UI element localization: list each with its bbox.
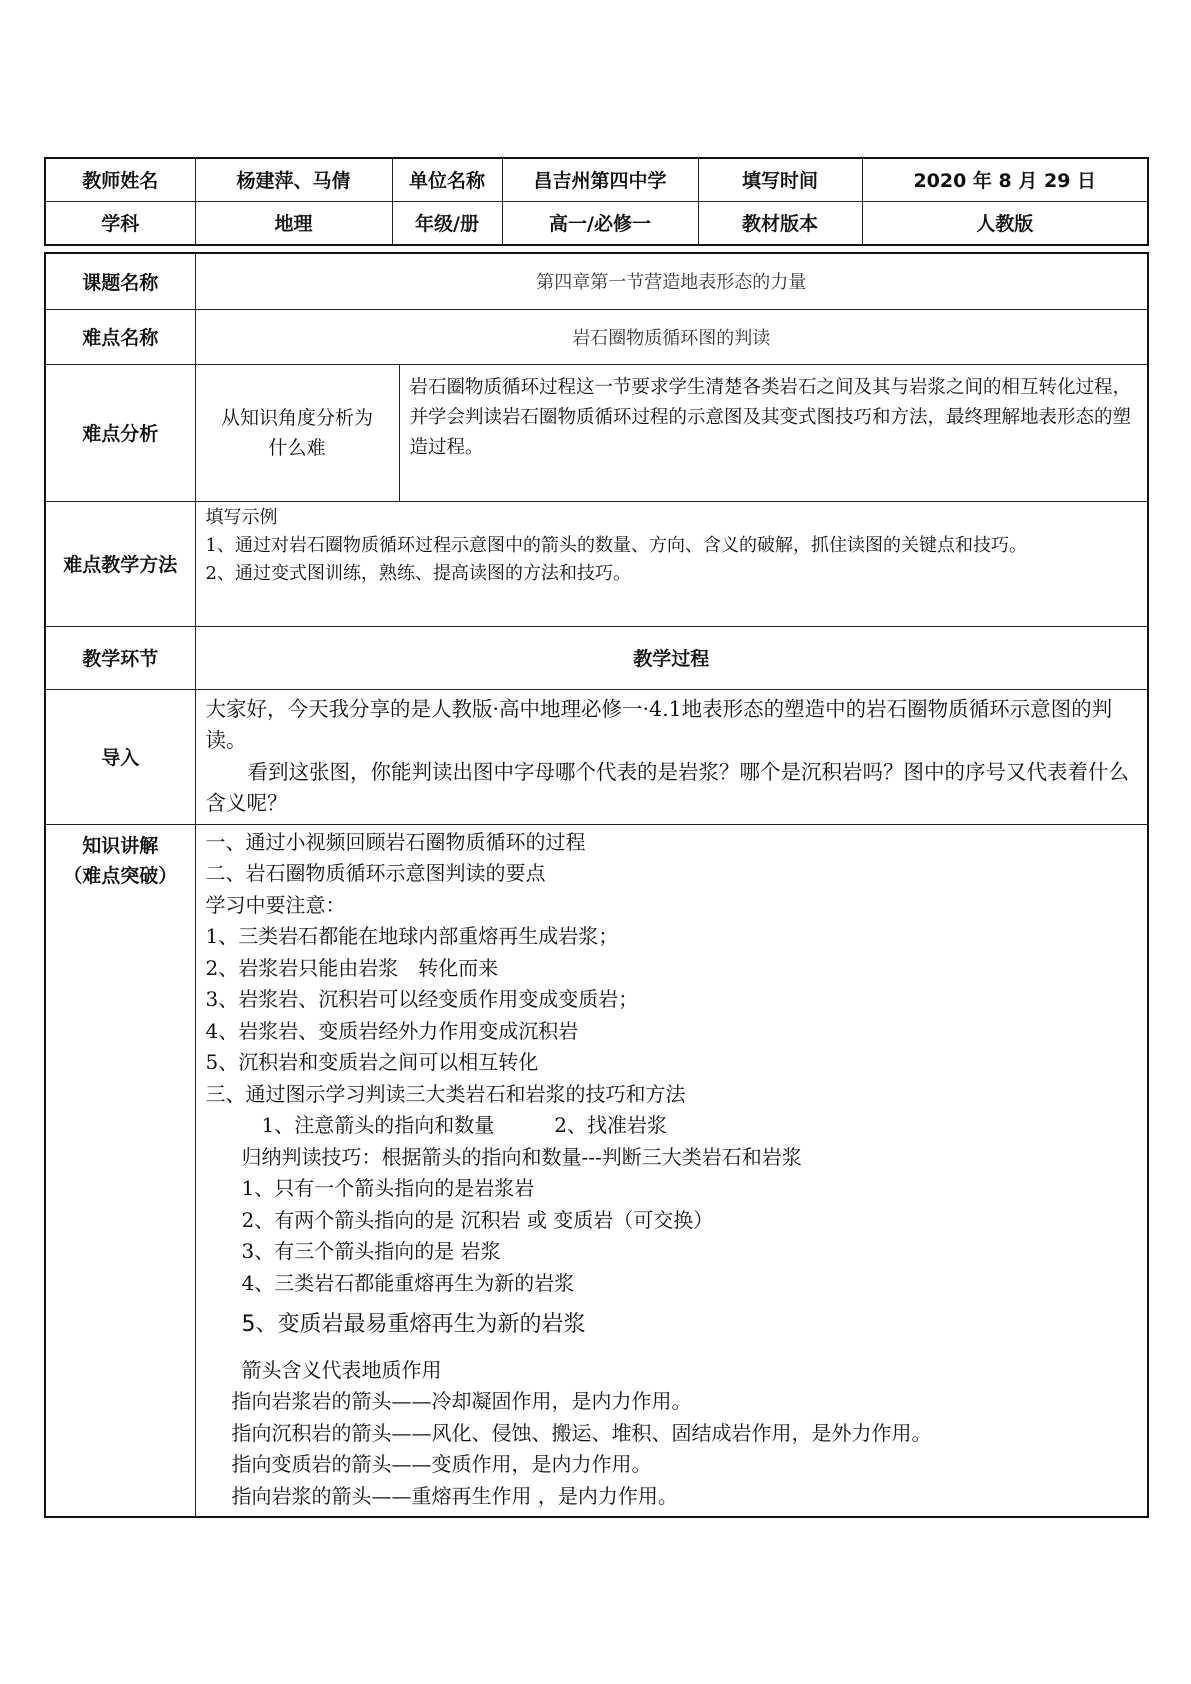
knowledge-section-2: 二、岩石圈物质循环示意图判读的要点 xyxy=(205,861,546,885)
fill-time-label: 填写时间 xyxy=(698,158,862,201)
knowledge-tip-line xyxy=(206,1110,1138,1142)
knowledge-label xyxy=(46,825,195,891)
knowledge-rule-3: 3、有三个箭头指向的是 岩浆 xyxy=(241,1239,501,1263)
teacher-name-value: 杨建萍、马倩 xyxy=(195,158,392,201)
fill-time-value: 2020 年 8 月 29 日 xyxy=(862,158,1148,201)
intro-line-1: 大家好，今天我分享的是人教版·高中地理必修一·4.1地表形态的塑造中的岩石圈物质循环示意图的判读。 xyxy=(205,696,1113,752)
knowledge-arrow-3: 指向变质岩的箭头——变质作用，是内力作用。 xyxy=(231,1452,652,1476)
topic-value: 第四章第一节营造地表形态的力量 xyxy=(195,253,1148,309)
unit-name-label: 单位名称 xyxy=(392,158,502,201)
knowledge-tip-1: 1、注意箭头的指向和数量 xyxy=(261,1113,495,1137)
grade-label: 年级/册 xyxy=(392,201,502,245)
knowledge-label-1: 知识讲解 xyxy=(82,834,159,857)
subject-label: 学科 xyxy=(45,201,195,245)
analysis-text-b: 清楚各类岩石之间及其与岩浆 xyxy=(705,376,947,398)
knowledge-section-3: 三、通过图示学习判读三大类岩石和岩浆的技巧和方法 xyxy=(205,1081,686,1106)
knowledge-arrow-4: 指向岩浆的箭头——重熔再生作用 ，是内力作用。 xyxy=(231,1483,678,1508)
process-step-label: 教学环节 xyxy=(45,626,195,689)
process-label: 教学过程 xyxy=(195,626,1148,689)
unit-name-value: 昌吉州第四中学 xyxy=(502,158,698,201)
knowledge-summary: 归纳判读技巧：根据箭头的指向和数量---判断三大类岩石和岩浆 xyxy=(241,1144,802,1169)
subject-value: 地理 xyxy=(195,201,392,245)
analysis-sub-label: 从知识角度分析为什么难 xyxy=(195,364,399,501)
knowledge-arrow-title: 箭头含义代表地质作用 xyxy=(241,1357,442,1382)
knowledge-rule-4: 4、三类岩石都能重熔再生为新的岩浆 xyxy=(241,1270,575,1295)
knowledge-label-cell xyxy=(45,824,195,1517)
topic-label: 课题名称 xyxy=(45,253,195,309)
knowledge-note-2: 2、岩浆岩只能由岩浆 转化而来 xyxy=(205,955,499,980)
knowledge-rule-2: 2、有两个箭头指向的是 沉积岩 或 变质岩（可交换） xyxy=(241,1207,714,1232)
analysis-text-c: 之间的相互转化过程， xyxy=(946,376,1132,398)
method-line-2: 2、通过变式图训练，熟练、提高读图的方法和技巧。 xyxy=(205,562,631,584)
knowledge-rule-5: 5、变质岩最易重熔再生为新的岩浆 xyxy=(241,1312,586,1337)
lesson-body-table xyxy=(44,252,1149,1518)
knowledge-section-1: 一、通过小视频回顾岩石圈物质循环的过程 xyxy=(205,829,586,854)
method-row xyxy=(45,501,1148,626)
knowledge-note-1: 1、三类岩石都能在地球内部重熔再生成岩浆； xyxy=(205,924,619,948)
difficulty-row xyxy=(45,309,1148,364)
intro-label: 导入 xyxy=(45,689,195,824)
grade-value: 高一/必修一 xyxy=(502,201,698,245)
knowledge-note-5: 5、沉积岩和变质岩之间可以相互转化 xyxy=(205,1050,539,1074)
lesson-plan-sheet xyxy=(44,157,1149,1518)
knowledge-rule-1: 1、只有一个箭头指向的是岩浆岩 xyxy=(241,1176,535,1200)
process-header-row xyxy=(45,626,1148,689)
difficulty-label: 难点名称 xyxy=(45,309,195,364)
method-line-0: 填写示例 xyxy=(205,506,278,528)
knowledge-note-title: 学习中要注意： xyxy=(205,892,346,917)
edition-label: 教材版本 xyxy=(698,201,862,245)
method-label: 难点教学方法 xyxy=(45,501,195,626)
analysis-text-a: 岩石圈物质循环过程这一节要求学生 xyxy=(409,376,706,398)
knowledge-tip-2: 2、找准岩浆 xyxy=(554,1113,667,1137)
knowledge-note-4: 4、岩浆岩、变质岩经外力作用变成沉积岩 xyxy=(205,1018,579,1043)
analysis-text-e: 岩石圈物质循环过程的示意图 xyxy=(502,406,743,428)
intro-row xyxy=(45,689,1148,824)
analysis-text-d: 并学会判读 xyxy=(409,406,503,428)
method-line-1: 1、通过对岩石圈物质循环过程示意图中的箭头的数量、方向、含义的破解，抓住读图的关键点和技巧。 xyxy=(205,534,1027,556)
analysis-text xyxy=(399,364,1148,501)
teacher-name-label: 教师姓名 xyxy=(45,158,195,201)
topic-row xyxy=(45,253,1148,309)
knowledge-label-2: （难点突破） xyxy=(63,864,178,887)
difficulty-value: 岩石圈物质循环图的判读 xyxy=(195,309,1148,364)
analysis-row xyxy=(45,364,1148,501)
intro-line-2: 看到这张图，你能判读出图中字母哪个代表的是岩浆？哪个是沉积岩吗？图中的序号又代表着什么含义呢？ xyxy=(205,759,1129,815)
analysis-label: 难点分析 xyxy=(45,364,195,501)
knowledge-note-3: 3、岩浆岩、沉积岩可以经变质作用变成变质岩； xyxy=(205,987,639,1011)
knowledge-content xyxy=(195,824,1148,1517)
knowledge-row xyxy=(45,824,1148,1517)
header-row-1 xyxy=(45,158,1148,201)
intro-content xyxy=(195,689,1148,824)
edition-value: 人教版 xyxy=(862,201,1148,245)
knowledge-arrow-1: 指向岩浆岩的箭头——冷却凝固作用，是内力作用。 xyxy=(231,1389,692,1413)
knowledge-arrow-2: 指向沉积岩的箭头——风化、侵蚀、搬运、堆积、固结成岩作用，是外力作用。 xyxy=(231,1420,932,1445)
analysis-text-f: 及其变式图技巧和方法，最终理解地表形态的塑造过程。 xyxy=(409,406,1132,458)
header-info-table xyxy=(44,157,1149,246)
method-content xyxy=(195,501,1148,626)
header-row-2 xyxy=(45,201,1148,245)
